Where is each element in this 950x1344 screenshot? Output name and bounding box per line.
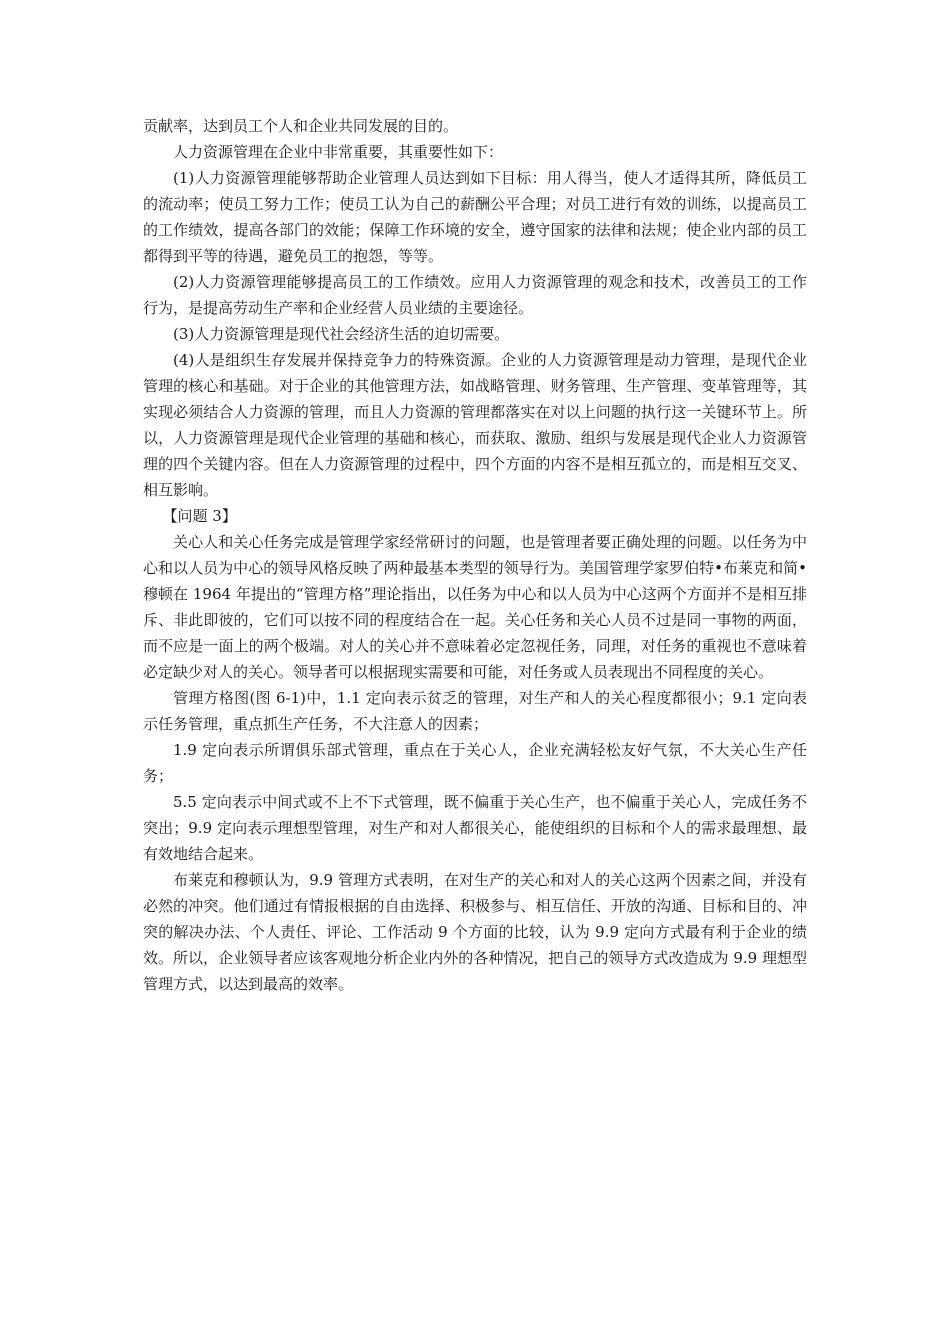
paragraph-grid-1-9: 1.9 定向表示所谓俱乐部式管理，重点在于关心人，企业充满轻松友好气氛，不大关心生产任务；: [143, 741, 807, 785]
paragraph-point-3: (3)人力资源管理是现代社会经济生活的迫切需要。: [173, 325, 510, 343]
paragraph-contribution-rate: 贡献率，达到员工个人和企业共同发展的目的。: [143, 117, 459, 135]
paragraph-point-1: (1)人力资源管理能够帮助企业管理人员达到如下目标：用人得当，使人才适得其所，降低员工的流动率；使员工努力工作；使员工认为自己的薪酬公平合理；对员工进行有效的训练，以提高员工的工作绩效，提高各部门的效能；保障工作环境的安全，遵守国家的法律和法规；使企业内部的员工都得到平等的待遇，避免员工的抱怨，等等。: [143, 169, 807, 265]
paragraph-grid-5-5-9-9: 5.5 定向表示中间式或不上不下式管理，既不偏重于关心生产，也不偏重于关心人，完成任务不突出；9.9 定向表示理想型管理，对生产和对人都很关心，能使组织的目标和个人的需求最理想、最有效地结合起来。: [143, 793, 807, 863]
paragraph-blake-mouton-conclusion: 布莱克和穆顿认为，9.9 管理方式表明，在对生产的关心和对人的关心这两个因素之间，并没有必然的冲突。他们通过有情报根据的自由选择、积极参与、相互信任、开放的沟通、目标和目的、冲突的解决办法、个人责任、评论、工作活动 9 个方面的比较，认为 9.9 定向方式最有利于企业的绩效。所以，企业领导者应该客观地分析企业内外的各种情况，把自己的领导方式改造成为 9.9 理想型管理方式，以达到最高的效率。: [143, 871, 807, 993]
section-heading-question-3: 【问题 3】: [162, 507, 237, 525]
paragraph-grid-1-1-9-1: 管理方格图(图 6-1)中，1.1 定向表示贫乏的管理，对生产和人的关心程度都很小；9.1 定向表示任务管理，重点抓生产任务，不大注意人的因素；: [143, 689, 807, 733]
paragraph-importance-intro: 人力资源管理在企业中非常重要，其重要性如下：: [173, 143, 504, 161]
paragraph-managerial-grid-theory: 关心人和关心任务完成是管理学家经常研讨的问题，也是管理者要正确处理的问题。以任务为中心和以人员为中心的领导风格反映了两种最基本类型的领导行为。美国管理学家罗伯特•布莱克和简•穆顿在 1964 年提出的“管理方格”理论指出，以任务为中心和以人员为中心这两个方面并不是相互排斥、非此即彼的，它们可以按不同的程度结合在一起。关心任务和关心人员不过是同一事物的两面，而不应是一面上的两个极端。对人的关心并不意味着必定忽视任务，同理，对任务的重视也不意味着必定缺少对人的关心。领导者可以根据现实需要和可能，对任务或人员表现出不同程度的关心。: [143, 533, 807, 681]
paragraph-point-4: (4)人是组织生存发展并保持竞争力的特殊资源。企业的人力资源管理是动力管理，是现代企业管理的核心和基础。对于企业的其他管理方法，如战略管理、财务管理、生产管理、变革管理等，其实现必须结合人力资源的管理，而且人力资源的管理都落实在对以上问题的执行这一关键环节上。所以，人力资源管理是现代企业管理的基础和核心，而获取、激励、组织与发展是现代企业人力资源管理的四个关键内容。但在人力资源管理的过程中，四个方面的内容不是相互孤立的，而是相互交叉、相互影响。: [143, 351, 807, 499]
document-page: [143, 113, 807, 997]
paragraph-point-2: (2)人力资源管理能够提高员工的工作绩效。应用人力资源管理的观念和技术，改善员工的工作行为，是提高劳动生产率和企业经营人员业绩的主要途径。: [143, 273, 807, 317]
